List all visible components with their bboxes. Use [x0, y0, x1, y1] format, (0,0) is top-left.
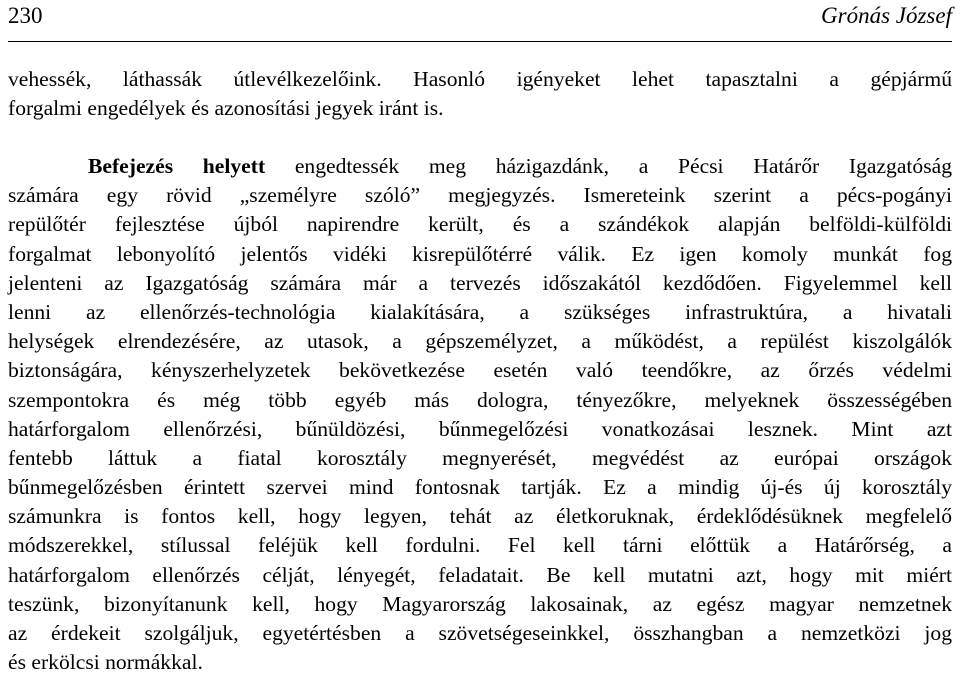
running-head-author: Grónás József [821, 3, 952, 28]
text-line: határforgalom ellenőrzési, bűnüldözési, bűnmegelőzési vonatkozásai lesznek. Mint azt [8, 416, 952, 441]
paragraph-2 [8, 152, 952, 677]
text-line-first [8, 152, 952, 181]
text-line: vehessék, láthassák útlevélkezelőink. Hasonló igényeket lehet tapasztalni a gépjármű [8, 67, 952, 91]
text-line: jelenteni az Igazgatóság számára már a tervezés időszakától kezdődően. Figyelemmel kell [8, 270, 952, 295]
text-line: az érdekeit szolgáljuk, egyetértésben a szövetségeseinkkel, összhangban a nemzetközi jog [8, 621, 952, 645]
text-line: repülőtér fejlesztése újból napirendre került, és a szándékok alapján belföldi-külföldi [8, 212, 952, 237]
text-line: számára egy rövid „személyre szóló” megjegyzés. Ismereteink szerint a pécs-pogányi [8, 183, 952, 208]
text-line: forgalmi engedélyek és azonosítási jegyek iránt is. [8, 96, 444, 121]
paragraph-1 [8, 65, 952, 123]
text-line: módszerekkel, stílussal feléjük kell fordulni. Fel kell tárni előttük a Határőrség, a [8, 533, 952, 558]
lead-bold-phrase: Befejezés helyett [88, 154, 266, 178]
text-line-rest: engedtessék meg házigazdánk, a Pécsi Határőr Igazgatóság [265, 154, 952, 178]
page-header [8, 0, 952, 32]
text-line: biztonságára, kényszerhelyzetek bekövetkezése esetén való teendőkre, az őrzés védelmi [8, 358, 952, 383]
text-line: teszünk, bizonyítanunk kell, hogy Magyarország lakosainak, az egész magyar nemzetnek [8, 591, 952, 616]
text-line: forgalmat lebonyolító jelentős vidéki kisrepülőtérré válik. Ez igen komoly munkát fog [8, 241, 952, 266]
page-number: 230 [8, 3, 43, 28]
text-line: helységek elrendezésére, az utasok, a gépszemélyzet, a működést, a repülést kiszolgálók [8, 329, 952, 354]
text-line: bűnmegelőzésben érintett szervei mind fontosnak tartják. Ez a mindig új-és új korosztály [8, 475, 952, 500]
text-line: szempontokra és még több egyéb más dologra, tényezőkre, melyeknek összességében [8, 387, 952, 412]
text-line: és erkölcsi normákkal. [8, 650, 203, 675]
text-line: számunkra is fontos kell, hogy legyen, tehát az életkoruknak, érdeklődésüknek megfelelő [8, 504, 952, 529]
text-line: lenni az ellenőrzés-technológia kialakítására, a szükséges infrastruktúra, a hivatali [8, 299, 952, 324]
text-line: fentebb láttuk a fiatal korosztály megnyerését, megvédést az európai országok [8, 445, 952, 470]
header-rule [8, 41, 952, 42]
text-line: határforgalom ellenőrzés célját, lényegét, feladatait. Be kell mutatni azt, hogy mit miért [8, 562, 952, 587]
